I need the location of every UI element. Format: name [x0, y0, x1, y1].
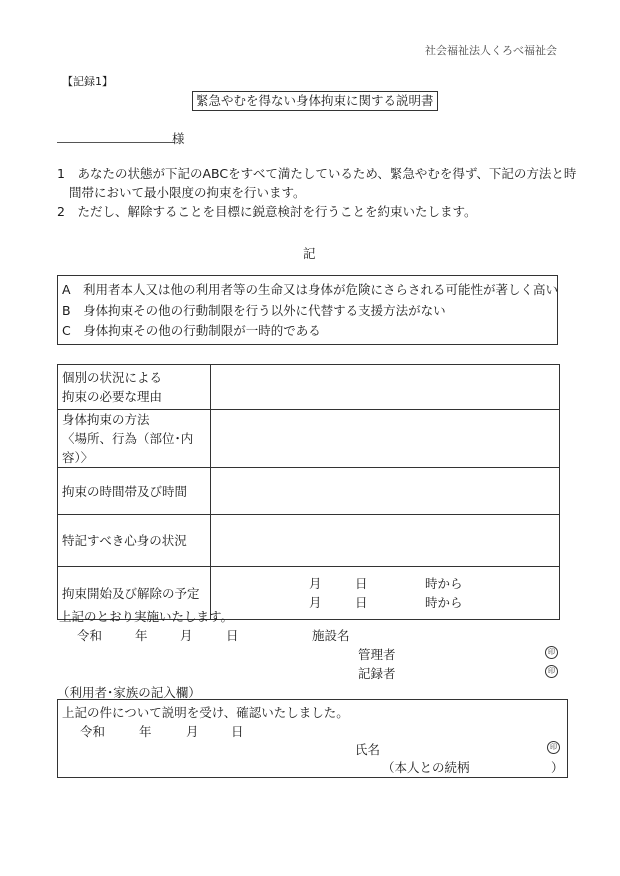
label-method-line-1: 身体拘束の方法: [62, 412, 150, 427]
manager-label: 管理者: [358, 647, 396, 662]
intro-paragraph-1-line-1: 1 あなたの状態が下記のABCをすべて満たしているため、緊急やむを得ず、下記の方法と時: [57, 166, 577, 181]
impl-day-label: 日: [226, 628, 239, 643]
facility-name-label: 施設名: [312, 628, 350, 643]
label-condition: 特記すべき心身の状況: [58, 515, 211, 567]
impl-reiwa: 令和: [77, 628, 103, 643]
end-day-label: 日: [355, 595, 368, 610]
recorder-seal-icon: 印: [545, 665, 558, 678]
label-reason: [58, 365, 211, 410]
restraint-detail-table: [57, 364, 560, 620]
ki-heading: 記: [303, 246, 316, 261]
label-schedule: 拘束開始及び解除の予定: [58, 567, 211, 620]
field-schedule[interactable]: [211, 567, 560, 620]
row-time: [58, 468, 560, 515]
row-method: [58, 410, 560, 468]
addressee-suffix: 様: [172, 131, 185, 146]
addressee-blank-line: [57, 142, 175, 143]
family-name-label: 氏名: [355, 742, 381, 757]
start-day-label: 日: [355, 576, 368, 591]
relation-open-label: （本人との続柄: [382, 760, 470, 775]
impl-year-label: 年: [135, 628, 148, 643]
field-condition[interactable]: [211, 515, 560, 567]
record-number: 【記録1】: [62, 75, 113, 88]
label-reason-line-1: 個別の状況による: [62, 370, 163, 385]
criteria-box: [57, 275, 558, 345]
label-time: 拘束の時間帯及び時間: [58, 468, 211, 515]
family-month-label: 月: [186, 724, 199, 739]
end-from-label: 時から: [425, 595, 463, 610]
implementation-statement: 上記のとおり実施いたします。: [59, 609, 234, 624]
criteria-c: C 身体拘束その他の行動制限が一時的である: [62, 323, 321, 338]
manager-seal-icon: 印: [545, 646, 558, 659]
row-reason: [58, 365, 560, 410]
recorder-label: 記録者: [358, 666, 396, 681]
family-section-heading: （利用者･家族の記入欄）: [57, 685, 201, 700]
field-method[interactable]: [211, 410, 560, 468]
criteria-a: A 利用者本人又は他の利用者等の生命又は身体が危険にさらされる可能性が著しく高い: [62, 282, 559, 297]
field-reason[interactable]: [211, 365, 560, 410]
organization-name: 社会福祉法人くろべ福祉会: [425, 44, 557, 57]
label-method: [58, 410, 211, 468]
family-year-label: 年: [139, 724, 152, 739]
family-reiwa: 令和: [80, 724, 106, 739]
document-title: 緊急やむを得ない身体拘束に関する説明書: [192, 91, 438, 111]
row-condition: [58, 515, 560, 567]
start-from-label: 時から: [425, 576, 463, 591]
family-seal-icon: 印: [547, 741, 560, 754]
field-time[interactable]: [211, 468, 560, 515]
intro-paragraph-1-line-2: 間帯において最小限度の拘束を行います。: [69, 185, 306, 200]
label-method-line-2: 〈場所、行為（部位･内容）〉: [62, 431, 194, 465]
end-month-label: 月: [309, 595, 322, 610]
family-entry-box[interactable]: [57, 699, 568, 778]
schedule-periods: [211, 567, 559, 619]
family-statement: 上記の件について説明を受け、確認いたしました。: [62, 705, 349, 720]
start-month-label: 月: [309, 576, 322, 591]
impl-month-label: 月: [180, 628, 193, 643]
label-reason-line-2: 拘束の必要な理由: [62, 389, 163, 404]
family-day-label: 日: [231, 724, 244, 739]
intro-paragraph-2: 2 ただし、解除することを目標に鋭意検討を行うことを約束いたします。: [57, 204, 477, 219]
relation-close-label: ）: [551, 760, 564, 775]
criteria-b: B 身体拘束その他の行動制限を行う以外に代替する支援方法がない: [62, 303, 446, 318]
